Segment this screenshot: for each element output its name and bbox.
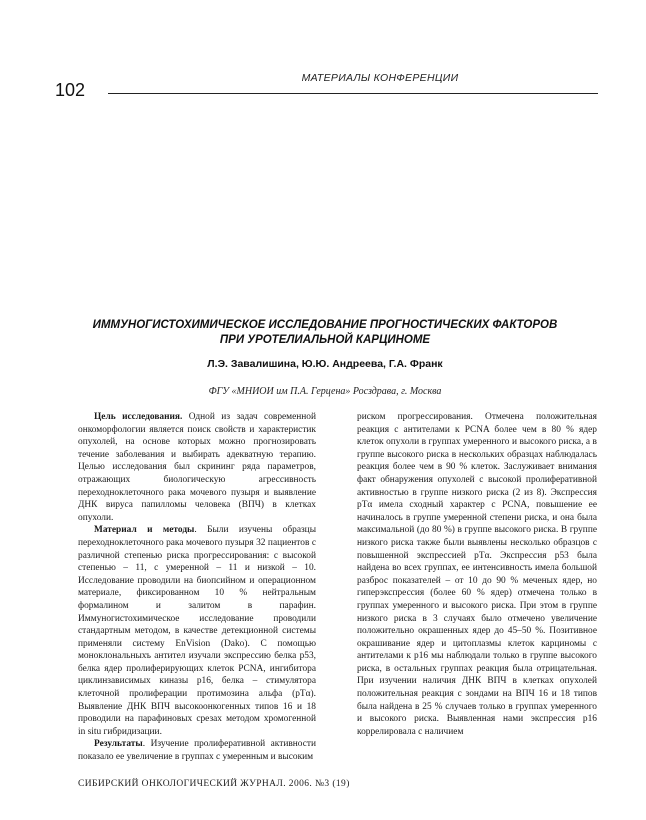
paragraph-methods-text: . Были изучены образцы переходноклеточного рака мочевого пузыря 32 пациентов с различной степенью риска прогрессирования: с высокой степенью – 11, с умеренной – 11 и низкой – 10. Исследование проводили на биопсийном и операционном материале, фиксированном 10 % нейтральным формалином и залитом в парафин. Иммуногистохимическое исследование проводили стандартным методом, в качестве детекционной системы применяли систему EnVision (Dako). С помощью моноклональныхъ антител изучали экспрессию белка р53, белка ядер пролиферирующих клеток PCNA, ингибитора циклинзависимых киназы р16, белка – стимулятора клеточной пролиферации протимозина альфа (рТα). Выявление ДНК ВПЧ высокоонкогенных типов 16 и 18 проводили на парафиновых срезах методом хромогенной in situ гибридизации. bbox=[78, 525, 316, 737]
running-header: МАТЕРИАЛЫ КОНФЕРЕНЦИИ bbox=[301, 72, 459, 84]
paragraph-aim bbox=[78, 411, 316, 524]
affiliation: ФГУ «МНИОИ им П.А. Герцена» Росздрава, г. Москва bbox=[208, 386, 442, 397]
paragraph-results bbox=[78, 738, 316, 763]
article-title-line-2: ПРИ УРОТЕЛИАЛЬНОЙ КАРЦИНОМЕ bbox=[219, 334, 431, 346]
page-number: 102 bbox=[55, 80, 86, 100]
paragraph-aim-label: Цель исследования. bbox=[94, 412, 183, 422]
article-title-line-1: ИММУНОГИСТОХИМИЧЕСКОЕ ИССЛЕДОВАНИЕ ПРОГНОСТИЧЕСКИХ ФАКТОРОВ bbox=[92, 319, 558, 331]
paragraph-aim-text: Одной из задач современной онкоморфологии является поиск свойств и характеристик опухолей, на основе которых можно прогнозировать течение заболевания и выбирать адекватную терапию. Целью исследования был скрининг ряда параметров, отражающих биологическую агрессивность переходноклеточного рака мочевого пузыря и выявление ДНК вируса папилломы человека (ВПЧ) в клетках опухоли. bbox=[78, 412, 316, 523]
left-column bbox=[78, 411, 316, 764]
paragraph-methods-label: Материал и методы bbox=[94, 525, 195, 536]
journal-footer: СИБИРСКИЙ ОНКОЛОГИЧЕСКИЙ ЖУРНАЛ. 2006. №3 (19) bbox=[78, 779, 350, 789]
paragraph-methods bbox=[78, 524, 316, 738]
paragraph-results-text: . Изучение пролиферативной активности показало ее увеличение в группах с умеренным и высоким bbox=[78, 739, 316, 763]
article-title bbox=[60, 318, 590, 348]
paragraph-results-label: Результаты bbox=[94, 739, 143, 750]
paragraph-results-continued: риском прогрессирования. Отмечена положительная реакция с антителами к PCNA более чем в 80 % ядер клеток опухоли в группах умеренного и высокого риска, а в группе высокого риска в нескольких образцах наблюдалась реакция более чем в 90 % клеток. Заслуживает внимания факт обнаружения опухолей с высокой пролиферативной активностью в группе низкого риска (2 из 8). Экспрессия рТα имела сходный характер с PCNA, повышение ее начиналось в группе умеренной степени риска, и она была максимальной (до 80 %) в группе высокого риска. В группе низкого риска также были выявлены несколько образцов с повышенной экспрессией рТα. Экспрессия р53 была найдена во всех группах, ее интенсивность имела большой разброс показателей – от 10 до 90 % меченых ядер, но гиперэкспрессия (более 60 % ядер) отмечена только в группах умеренного и высокого риска. При этом в группе низкого риска в 3 случаях было отмечено увеличение положительно окрашенных ядер до 45–50 %. Позитивное окрашивание ядер и цитоплазмы клеток карциномы с антителами к р16 мы наблюдали только в группе высокого риска, в остальных группах реакция была отрицательная. При изучении наличия ДНК ВПЧ в клетках опухолей положительная реакция с зондами на ВПЧ 16 и 18 типов была найдена в 25 % случаев только в группах умеренного и высокого риска. Выявленная нами экспрессия р16 коррелировала с наличием bbox=[357, 412, 597, 737]
right-column bbox=[357, 411, 597, 738]
header-rule bbox=[108, 93, 598, 94]
authors: Л.Э. Завалишина, Ю.Ю. Андреева, Г.А. Франк bbox=[207, 358, 443, 370]
